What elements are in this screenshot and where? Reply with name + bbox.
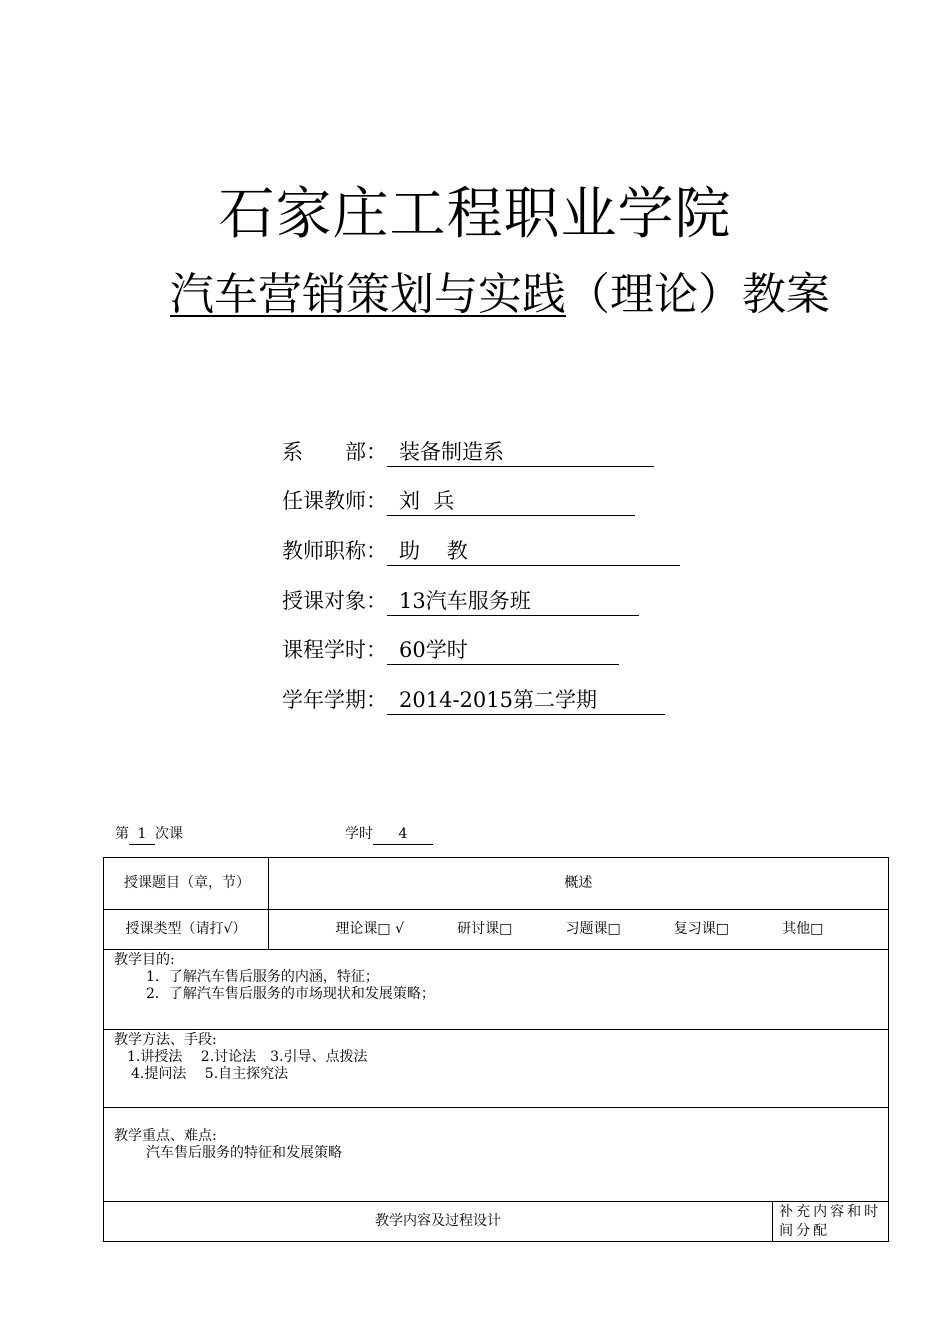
lesson-plan-table	[103, 857, 889, 1242]
type-option-seminar[interactable]: 研讨课□	[457, 921, 513, 937]
type-row	[104, 910, 889, 950]
objectives-row	[104, 950, 889, 1030]
type-option-exercise[interactable]: 习题课□	[565, 921, 621, 937]
type-label: 授课类型（请打√）	[104, 910, 269, 950]
type-option-review[interactable]: 复习课□	[673, 921, 730, 937]
methods-cell	[104, 1030, 889, 1108]
type-option-lecture[interactable]: 理论课□ √	[335, 921, 404, 937]
lesson-suffix: 次课	[155, 826, 183, 842]
hours-label: 课程学时：	[282, 638, 387, 662]
content-header-row	[104, 1202, 889, 1242]
lesson-number: 1	[129, 824, 155, 845]
methods-label: 教学方法、手段:	[114, 1032, 217, 1048]
audience-label: 授课对象：	[282, 589, 387, 613]
objectives-label: 教学目的:	[114, 952, 175, 968]
type-option-other[interactable]: 其他□	[782, 921, 824, 937]
term-row	[282, 684, 665, 716]
course-name: 汽车营销策划与实践	[170, 269, 566, 320]
term-value: 2014-2015第二学期	[387, 686, 665, 715]
methods-line: 4.提问法 5.自主探究法	[131, 1066, 289, 1082]
objective-item: 1．了解汽车售后服务的内涵，特征；	[146, 969, 379, 985]
audience-value: 13汽车服务班	[387, 587, 639, 616]
objectives-cell	[104, 950, 889, 1030]
focus-value: 汽车售后服务的特征和发展策略	[146, 1145, 342, 1161]
supplement-label: 补充内容和时间分配	[773, 1202, 889, 1242]
topic-label: 授课题目（章，节）	[104, 858, 269, 910]
school-name: 石家庄工程职业学院	[218, 182, 732, 247]
hours-row	[282, 634, 619, 666]
teacher-value: 刘 兵	[387, 487, 635, 516]
methods-row	[104, 1030, 889, 1108]
lesson-hours-prefix: 学时	[345, 826, 373, 842]
topic-row	[104, 858, 889, 910]
teacher-row	[282, 485, 635, 517]
document-title	[0, 265, 950, 325]
topic-value: 概述	[268, 858, 888, 910]
department-value: 装备制造系	[387, 438, 654, 467]
teacher-label: 任课教师：	[282, 489, 387, 513]
course-suffix: （理论）教案	[566, 269, 830, 320]
focus-cell	[104, 1108, 889, 1202]
department-label: 系 部：	[282, 440, 387, 464]
methods-line: 1.讲授法 2.讨论法 3.引导、点拨法	[127, 1049, 368, 1065]
focus-row	[104, 1108, 889, 1202]
title-value: 助 教	[387, 537, 680, 566]
content-label: 教学内容及过程设计	[104, 1202, 773, 1242]
lesson-number-line	[115, 824, 183, 845]
audience-row	[282, 585, 639, 617]
type-options	[268, 910, 888, 950]
department-row	[282, 436, 654, 468]
focus-label: 教学重点、难点:	[114, 1128, 217, 1144]
lesson-hours: 4	[373, 824, 433, 845]
objective-item: 2．了解汽车售后服务的市场现状和发展策略；	[146, 986, 435, 1002]
lesson-hours-line	[345, 824, 433, 845]
lesson-prefix: 第	[115, 826, 129, 842]
title-row	[282, 535, 680, 567]
hours-value: 60学时	[387, 636, 619, 665]
term-label: 学年学期：	[282, 688, 387, 712]
title-label: 教师职称：	[282, 539, 387, 563]
